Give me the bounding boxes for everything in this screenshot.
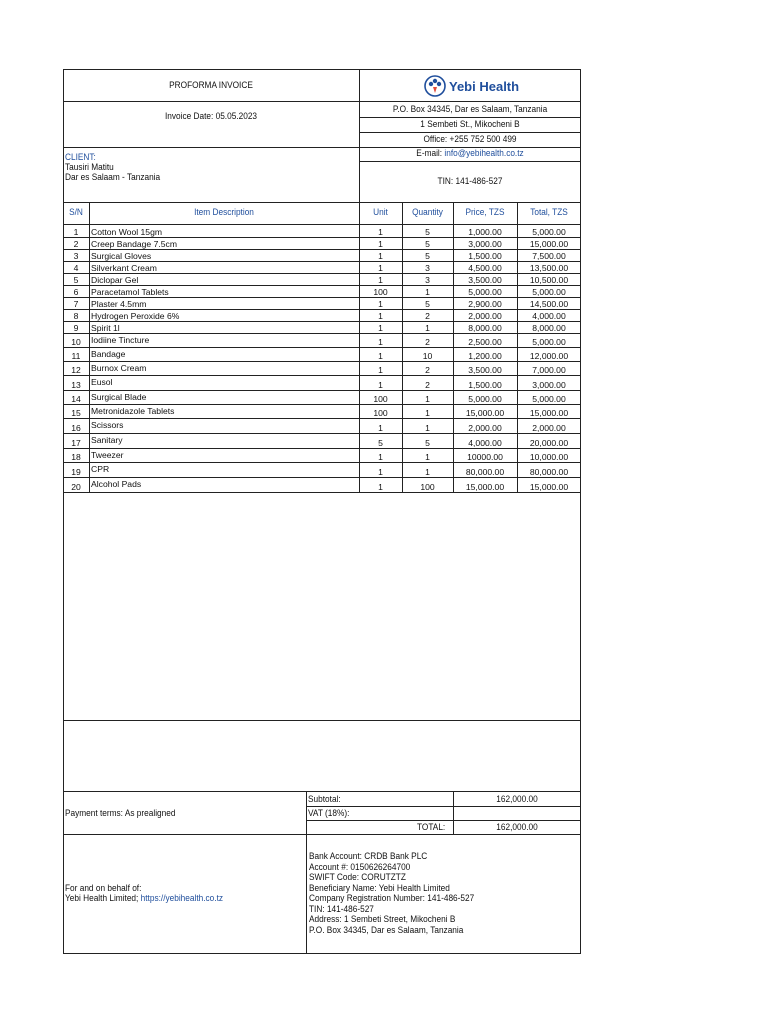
cell-price: 2,900.00 [468, 299, 502, 309]
cell-quantity: 1 [425, 423, 430, 433]
cell-sn: 19 [71, 467, 81, 477]
cell-unit: 1 [378, 482, 383, 492]
divider [63, 791, 581, 792]
cell-total: 15,000.00 [529, 408, 569, 418]
row-divider [63, 404, 581, 405]
cell-quantity: 1 [425, 452, 430, 462]
divider [63, 101, 581, 102]
cell-total: 10,500.00 [529, 275, 569, 285]
bank-detail-line: Bank Account: CRDB Bank PLC [309, 851, 428, 861]
cell-description: Creep Bandage 7.5cm [91, 239, 177, 249]
row-divider [63, 261, 581, 262]
client-label: CLIENT: [65, 152, 96, 162]
cell-total: 5,000.00 [532, 227, 566, 237]
cell-price: 4,000.00 [468, 438, 502, 448]
cell-price: 1,500.00 [468, 251, 502, 261]
cell-description: Alcohol Pads [91, 479, 142, 489]
row-divider [63, 309, 581, 310]
website-link[interactable]: https://yebihealth.co.tz [140, 893, 224, 903]
cell-sn: 17 [71, 438, 81, 448]
row-divider [63, 237, 581, 238]
cell-description: Burnox Cream [91, 363, 147, 373]
row-divider [63, 273, 581, 274]
cell-quantity: 2 [425, 365, 430, 375]
divider [63, 720, 581, 721]
company-legal-name: Yebi Health Limited; [65, 893, 141, 903]
company-name: Yebi Health [449, 78, 520, 94]
cell-price: 2,000.00 [468, 423, 502, 433]
vat-label: VAT (18%): [308, 808, 350, 818]
cell-description: CPR [91, 464, 110, 474]
total-value: 162,000.00 [496, 822, 538, 832]
column-header: S/N [69, 207, 83, 217]
cell-sn: 15 [71, 408, 81, 418]
row-divider [63, 333, 581, 334]
bank-detail-line: Address: 1 Sembeti Street, Mikocheni B [309, 914, 456, 924]
cell-total: 5,000.00 [532, 337, 566, 347]
column-header: Total, TZS [530, 207, 568, 217]
cell-unit: 5 [378, 438, 383, 448]
bank-detail-line: Account #: 0150626264700 [309, 861, 411, 872]
company-logo [424, 74, 519, 98]
email-label: E-mail: [416, 148, 445, 158]
cell-sn: 9 [73, 323, 79, 333]
tin: TIN: 141-486-527 [437, 176, 503, 186]
cell-unit: 1 [378, 380, 383, 390]
cell-total: 2,000.00 [532, 423, 566, 433]
cell-unit: 100 [373, 408, 388, 418]
cell-quantity: 2 [425, 337, 430, 347]
row-divider [63, 297, 581, 298]
column-header: Quantity [412, 207, 443, 217]
cell-quantity: 1 [425, 287, 430, 297]
company-line [65, 893, 223, 904]
doc-title: PROFORMA INVOICE [169, 80, 253, 90]
divider [63, 492, 581, 493]
row-divider [63, 433, 581, 434]
column-header: Item Description [194, 207, 254, 217]
divider [63, 834, 581, 835]
cell-description: Diclopar Gel [91, 275, 139, 285]
cell-description: Sanitary [91, 435, 123, 445]
cell-description: Tweezer [91, 450, 124, 460]
cell-unit: 1 [378, 423, 383, 433]
cell-price: 3,500.00 [468, 365, 502, 375]
cell-unit: 1 [378, 337, 383, 347]
row-divider [63, 321, 581, 322]
on-behalf-label: For and on behalf of: [65, 883, 142, 893]
row-divider [63, 361, 581, 362]
cell-sn: 3 [73, 251, 79, 261]
row-divider [63, 477, 581, 478]
column-header: Unit [373, 207, 388, 217]
cell-price: 15,000.00 [465, 482, 505, 492]
cell-total: 12,000.00 [529, 351, 569, 361]
column-header: Price, TZS [465, 207, 505, 217]
cell-description: Scissors [91, 420, 124, 430]
cell-unit: 1 [378, 323, 383, 333]
cell-total: 7,500.00 [532, 251, 566, 261]
cell-unit: 1 [378, 351, 383, 361]
cell-price: 1,000.00 [468, 227, 502, 237]
cell-total: 8,000.00 [532, 323, 566, 333]
divider [359, 117, 581, 118]
cell-price: 2,500.00 [468, 337, 502, 347]
row-divider [63, 249, 581, 250]
cell-total: 14,500.00 [529, 299, 569, 309]
subtotal-label: Subtotal: [308, 794, 341, 804]
street-address: 1 Sembeti St., Mikocheni B [420, 119, 520, 129]
divider [306, 820, 581, 821]
cell-price: 4,500.00 [468, 263, 502, 273]
cell-sn: 10 [71, 337, 81, 347]
cell-description: Metronidazole Tablets [91, 406, 175, 416]
cell-quantity: 5 [425, 227, 430, 237]
cell-description: Paracetamol Tablets [91, 287, 169, 297]
cell-quantity: 5 [425, 299, 430, 309]
cell-price: 1,200.00 [468, 351, 502, 361]
row-divider [63, 448, 581, 449]
payment-terms: Payment terms: As prealigned [65, 808, 176, 818]
cell-price: 5,000.00 [468, 394, 502, 404]
cell-description: Iodiine Tincture [91, 335, 150, 345]
cell-sn: 4 [73, 263, 79, 273]
bank-detail-line: SWIFT Code: CORUTZTZ [309, 872, 406, 882]
cell-price: 80,000.00 [465, 467, 505, 477]
cell-sn: 18 [71, 452, 81, 462]
divider [306, 791, 307, 954]
cell-quantity: 1 [425, 467, 430, 477]
cell-unit: 1 [378, 275, 383, 285]
divider [359, 132, 581, 133]
cell-quantity: 3 [425, 275, 430, 285]
cell-unit: 1 [378, 467, 383, 477]
cell-total: 7,000.00 [532, 365, 566, 375]
row-divider [63, 390, 581, 391]
cell-quantity: 100 [420, 482, 435, 492]
cell-sn: 13 [71, 380, 81, 390]
row-divider [63, 462, 581, 463]
cell-total: 20,000.00 [529, 438, 569, 448]
cell-total: 3,000.00 [532, 380, 566, 390]
cell-description: Hydrogen Peroxide 6% [91, 311, 180, 321]
cell-description: Bandage [91, 349, 126, 359]
cell-quantity: 10 [422, 351, 433, 361]
cell-sn: 20 [71, 482, 81, 492]
cell-unit: 1 [378, 452, 383, 462]
cell-quantity: 5 [425, 239, 430, 249]
cell-sn: 12 [71, 365, 81, 375]
cell-sn: 5 [73, 275, 79, 285]
cell-description: Surgical Gloves [91, 251, 152, 261]
email-line [368, 148, 572, 159]
divider [63, 202, 581, 203]
cell-description: Cotton Wool 15gm [91, 227, 163, 237]
client-name: Tausiri Matitu [65, 162, 114, 172]
cell-price: 5,000.00 [468, 287, 502, 297]
cell-unit: 1 [378, 227, 383, 237]
cell-unit: 1 [378, 263, 383, 273]
bank-detail-line: P.O. Box 34345, Dar es Salaam, Tanzania [309, 924, 464, 935]
cell-description: Eusol [91, 377, 113, 387]
divider [306, 806, 581, 807]
row-divider [63, 285, 581, 286]
cell-unit: 1 [378, 251, 383, 261]
invoice-date: Invoice Date: 05.05.2023 [164, 111, 258, 121]
cell-sn: 6 [73, 287, 79, 297]
subtotal-value: 162,000.00 [496, 794, 538, 804]
office-phone: Office: +255 752 500 499 [423, 134, 517, 144]
cell-total: 5,000.00 [532, 394, 566, 404]
cell-quantity: 3 [425, 263, 430, 273]
cell-price: 1,500.00 [468, 380, 502, 390]
cell-price: 3,500.00 [468, 275, 502, 285]
cell-quantity: 2 [425, 380, 430, 390]
cell-quantity: 5 [425, 251, 430, 261]
cell-quantity: 1 [425, 323, 430, 333]
cell-sn: 2 [73, 239, 79, 249]
cell-quantity: 2 [425, 311, 430, 321]
cell-sn: 7 [73, 299, 79, 309]
client-location: Dar es Salaam - Tanzania [65, 172, 161, 182]
divider [453, 791, 454, 834]
yebi-logo-icon [424, 75, 446, 97]
total-label: TOTAL: [417, 822, 446, 832]
cell-price: 10000.00 [467, 452, 503, 462]
cell-price: 15,000.00 [465, 408, 505, 418]
email-link[interactable]: info@yebihealth.co.tz [444, 148, 524, 158]
divider [63, 224, 581, 225]
cell-price: 3,000.00 [468, 239, 502, 249]
cell-description: Plaster 4.5mm [91, 299, 147, 309]
row-divider [63, 347, 581, 348]
cell-quantity: 1 [425, 394, 430, 404]
cell-description: Surgical Blade [91, 392, 147, 402]
row-divider [63, 418, 581, 419]
bank-detail-line: Beneficiary Name: Yebi Health Limited [309, 882, 450, 893]
cell-sn: 1 [73, 227, 79, 237]
cell-total: 5,000.00 [532, 287, 566, 297]
cell-unit: 100 [373, 394, 388, 404]
cell-total: 10,000.00 [529, 452, 569, 462]
cell-unit: 1 [378, 365, 383, 375]
cell-unit: 1 [378, 311, 383, 321]
cell-unit: 100 [373, 287, 388, 297]
cell-total: 15,000.00 [529, 482, 569, 492]
cell-sn: 16 [71, 423, 81, 433]
cell-unit: 1 [378, 239, 383, 249]
row-divider [63, 375, 581, 376]
cell-description: Spirit 1l [91, 323, 120, 333]
bank-detail-line: Company Registration Number: 141-486-527 [309, 893, 475, 903]
cell-quantity: 1 [425, 408, 430, 418]
cell-sn: 14 [71, 394, 81, 404]
cell-sn: 11 [71, 351, 81, 361]
po-box: P.O. Box 34345, Dar es Salaam, Tanzania [392, 104, 548, 114]
cell-price: 8,000.00 [468, 323, 502, 333]
cell-total: 80,000.00 [529, 467, 569, 477]
cell-total: 15,000.00 [529, 239, 569, 249]
cell-unit: 1 [378, 299, 383, 309]
cell-description: Silverkant Cream [91, 263, 157, 273]
cell-total: 13,500.00 [529, 263, 569, 273]
cell-price: 2,000.00 [468, 311, 502, 321]
divider [359, 161, 581, 162]
cell-sn: 8 [73, 311, 79, 321]
cell-quantity: 5 [425, 438, 430, 448]
bank-detail-line: TIN: 141-486-527 [309, 903, 374, 914]
cell-total: 4,000.00 [532, 311, 566, 321]
